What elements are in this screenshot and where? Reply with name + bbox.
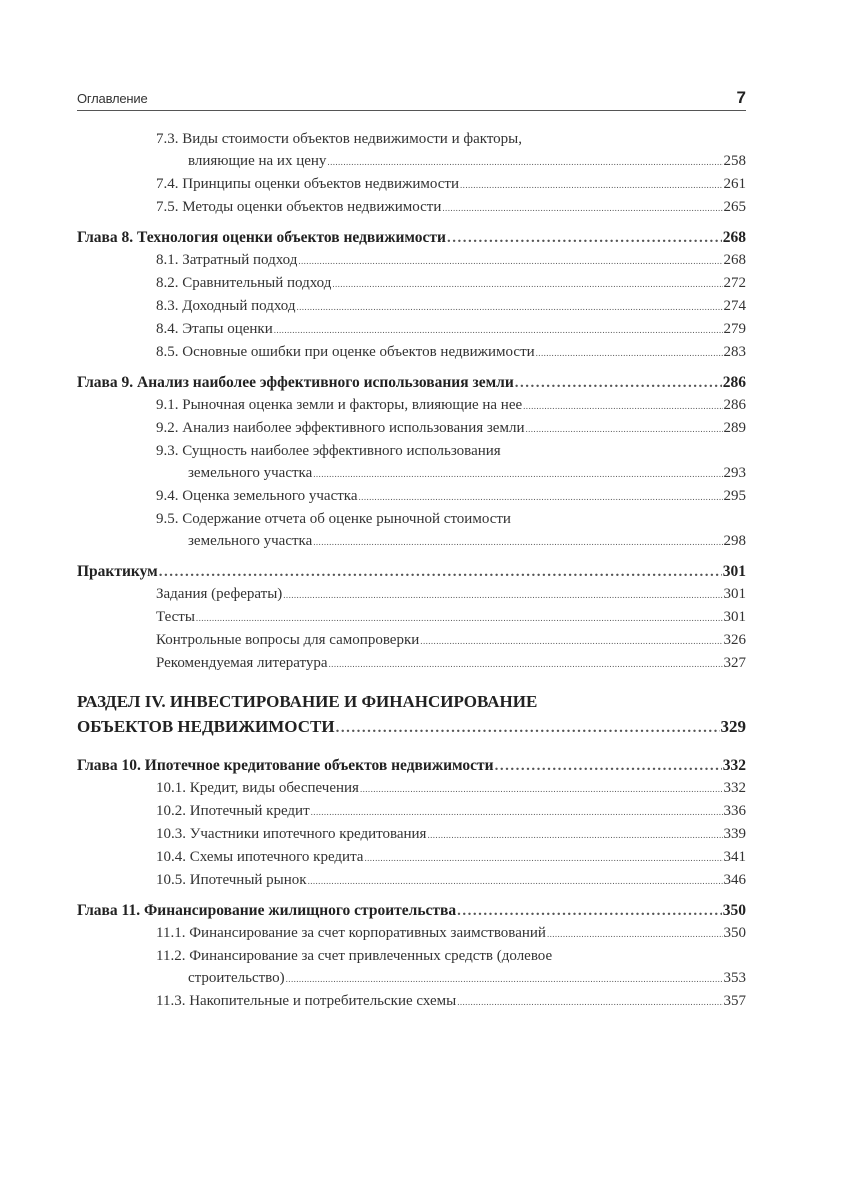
toc-entry-9-1[interactable]: 9.1. Рыночная оценка земли и факторы, влияющие на нее ..... 286	[77, 394, 746, 417]
toc-entry-10-3[interactable]: 10.3. Участники ипотечного кредитования ..... 339	[77, 823, 746, 846]
toc-entry-9-5[interactable]: земельного участка ..... 298	[77, 530, 746, 553]
toc-chapter-11[interactable]: Глава 11. Финансирование жилищного строительства ..... 350	[77, 900, 746, 922]
leader-dots	[515, 372, 722, 394]
running-header	[77, 88, 746, 111]
toc-entry-9-3-line1[interactable]: 9.3. Сущность наиболее эффективного использования	[156, 443, 501, 459]
toc-entry-11-1[interactable]: 11.1. Финансирование за счет корпоративных заимствований ..... 350	[77, 922, 746, 945]
toc-entry-9-5-line1[interactable]: 9.5. Содержание отчета об оценке рыночной стоимости	[156, 511, 511, 527]
toc-entry-8-1[interactable]: 8.1. Затратный подход ..... 268	[77, 249, 746, 272]
toc-entry-10-4[interactable]: 10.4. Схемы ипотечного кредита ..... 341	[77, 846, 746, 869]
leader-dots	[313, 463, 722, 485]
toc-entry-8-5[interactable]: 8.5. Основные ошибки при оценке объектов недвижимости ..... 283	[77, 341, 746, 364]
leader-dots	[336, 716, 720, 741]
leader-dots	[427, 824, 722, 846]
leader-dots	[460, 174, 722, 196]
toc-entry-11-3[interactable]: 11.3. Накопительные и потребительские схемы ..... 357	[77, 990, 746, 1013]
toc-entry-9-4[interactable]: 9.4. Оценка земельного участка ..... 295	[77, 485, 746, 508]
leader-dots	[196, 607, 723, 629]
leader-dots	[283, 584, 722, 606]
toc-chapter-8[interactable]: Глава 8. Технология оценки объектов недвижимости ..... 268	[77, 227, 746, 249]
toc-entry-10-1[interactable]: 10.1. Кредит, виды обеспечения ..... 332	[77, 777, 746, 800]
leader-dots	[442, 197, 722, 219]
leader-dots	[547, 923, 723, 945]
leader-dots	[296, 296, 722, 318]
toc-entry-7-5[interactable]: 7.5. Методы оценки объектов недвижимости ..... 265	[77, 196, 746, 219]
leader-dots	[274, 319, 723, 341]
table-of-contents	[77, 128, 746, 1013]
leader-dots	[311, 801, 723, 823]
leader-dots	[332, 273, 722, 295]
page-number: 7	[736, 88, 746, 107]
leader-dots	[420, 630, 722, 652]
header-title: Оглавление	[77, 91, 148, 106]
leader-dots	[329, 653, 723, 675]
toc-practicum-questions[interactable]: Контрольные вопросы для самопроверки ..... 326	[77, 629, 746, 652]
toc-chapter-10[interactable]: Глава 10. Ипотечное кредитование объектов недвижимости ..... 332	[77, 755, 746, 777]
leader-dots	[313, 531, 722, 553]
leader-dots	[364, 847, 722, 869]
toc-entry-8-2[interactable]: 8.2. Сравнительный подход ..... 272	[77, 272, 746, 295]
toc-entry-7-3[interactable]: влияющие на их цену ..... 258	[77, 150, 746, 173]
leader-dots	[536, 342, 723, 364]
toc-entry-9-2[interactable]: 9.2. Анализ наиболее эффективного использования земли ..... 289	[77, 417, 746, 440]
toc-practicum-literature[interactable]: Рекомендуемая литература ..... 327	[77, 652, 746, 675]
leader-dots	[523, 395, 722, 417]
toc-entry-8-3[interactable]: 8.3. Доходный подход ..... 274	[77, 295, 746, 318]
leader-dots	[298, 250, 722, 272]
toc-entry-9-3[interactable]: земельного участка ..... 293	[77, 462, 746, 485]
leader-dots	[457, 900, 722, 922]
leader-dots	[360, 778, 723, 800]
leader-dots	[159, 561, 722, 583]
toc-practicum-assignments[interactable]: Задания (рефераты) ..... 301	[77, 583, 746, 606]
toc-entry-11-2-line1[interactable]: 11.2. Финансирование за счет привлеченных средств (долевое	[156, 948, 553, 964]
toc-part-4[interactable]: ОБЪЕКТОВ НЕДВИЖИМОСТИ ..... 329	[77, 714, 746, 741]
leader-dots	[359, 486, 723, 508]
leader-dots	[308, 870, 723, 892]
leader-dots	[525, 418, 722, 440]
toc-entry-7-3-line1[interactable]: 7.3. Виды стоимости объектов недвижимости и факторы,	[156, 131, 522, 147]
toc-entry-11-2[interactable]: строительство) ..... 353	[77, 967, 746, 990]
leader-dots	[447, 227, 722, 249]
toc-entry-7-4[interactable]: 7.4. Принципы оценки объектов недвижимости ..... 261	[77, 173, 746, 196]
toc-part-4-line1[interactable]: РАЗДЕЛ IV. ИНВЕСТИРОВАНИЕ И ФИНАНСИРОВАНИЕ	[77, 692, 538, 711]
toc-entry-10-2[interactable]: 10.2. Ипотечный кредит ..... 336	[77, 800, 746, 823]
leader-dots	[495, 755, 722, 777]
toc-practicum-tests[interactable]: Тесты ..... 301	[77, 606, 746, 629]
toc-chapter-9[interactable]: Глава 9. Анализ наиболее эффективного использования земли ..... 286	[77, 372, 746, 394]
toc-entry-8-4[interactable]: 8.4. Этапы оценки ..... 279	[77, 318, 746, 341]
toc-entry-10-5[interactable]: 10.5. Ипотечный рынок ..... 346	[77, 869, 746, 892]
leader-dots	[286, 968, 723, 990]
leader-dots	[327, 151, 722, 173]
toc-practicum[interactable]: Практикум ..... 301	[77, 561, 746, 583]
leader-dots	[457, 991, 722, 1013]
